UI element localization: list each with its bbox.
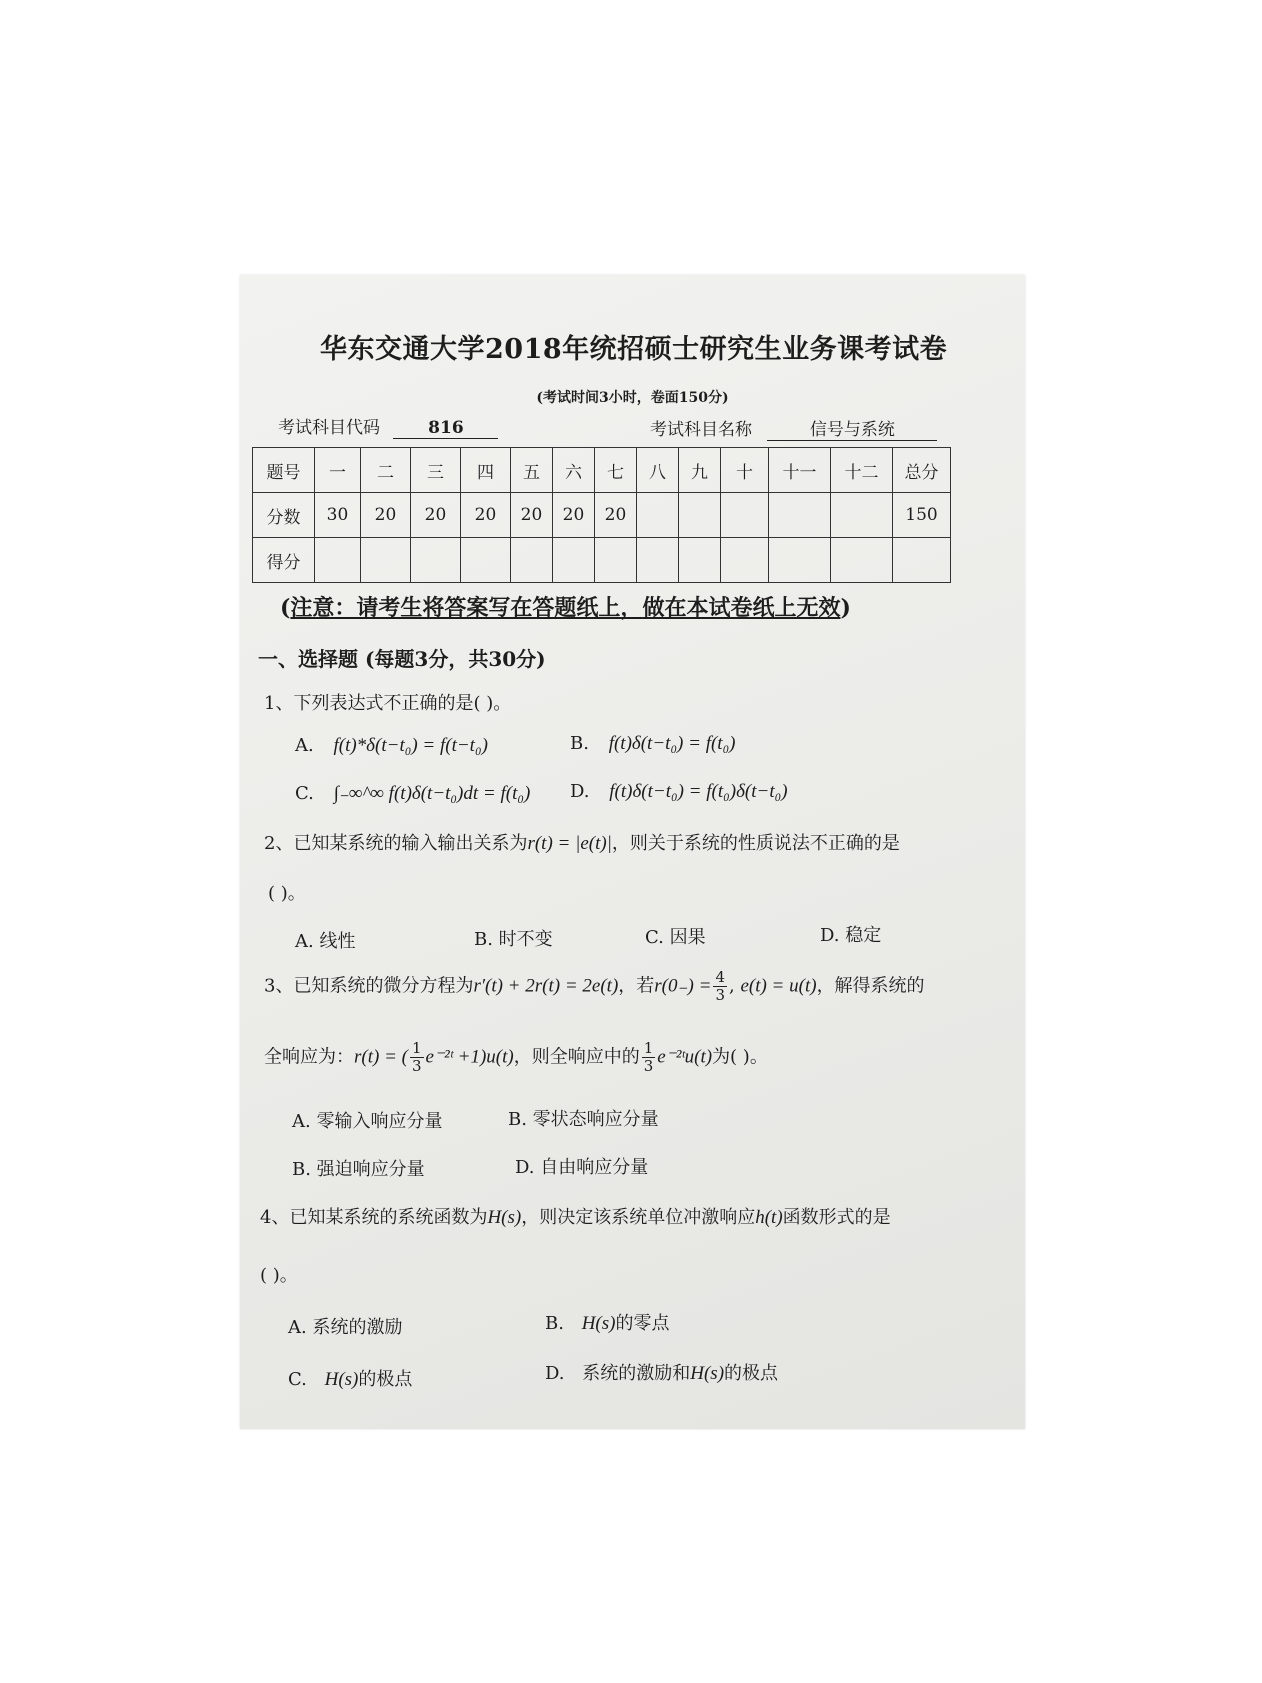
score-cell	[511, 538, 553, 583]
q4-b-label: B.	[545, 1313, 564, 1334]
score-row-question-number	[253, 448, 951, 493]
exam-subtitle: (考试时间3小时，卷面150分)	[536, 390, 729, 406]
q3-option-b: B. 零状态响应分量	[508, 1109, 659, 1130]
score-row-header: 分数	[253, 493, 315, 538]
score-cell: 20	[511, 493, 553, 538]
q3-option-d: D. 自由响应分量	[515, 1157, 649, 1178]
q3-equation: r′(t) + 2r(t) = 2e(t)	[473, 975, 619, 997]
q3-fraction-1-3-b	[642, 1040, 656, 1075]
score-cell: 20	[411, 493, 461, 538]
q3-stem-b: ，若	[618, 975, 655, 997]
q2-paren: ( )。	[268, 883, 306, 904]
q2-stem	[264, 829, 900, 855]
q3-response-a: r(t) = (	[354, 1046, 408, 1068]
notice-text-a: 注意：请考生将答案写在答题纸上，	[290, 595, 643, 621]
score-cell: 20	[595, 493, 637, 538]
score-cell: 九	[679, 448, 721, 493]
score-row-header: 得分	[253, 538, 315, 583]
score-cell	[637, 493, 679, 538]
score-cell	[361, 538, 411, 583]
score-cell: 总分	[893, 448, 951, 493]
q4-option-c	[288, 1365, 412, 1391]
score-cell	[893, 538, 951, 583]
score-cell	[679, 493, 721, 538]
score-row-points	[253, 493, 951, 538]
q2-option-d: D. 稳定	[820, 925, 882, 946]
subject-code-value: 816	[393, 418, 498, 439]
q4-hs: H(s)	[487, 1207, 522, 1228]
q3-option-a: A. 零输入响应分量	[292, 1111, 443, 1132]
score-row-header: 题号	[253, 448, 315, 493]
q3-response-b: e⁻²ᵗ +1)u(t)	[425, 1046, 514, 1068]
q4-option-b	[545, 1309, 669, 1335]
q2-stem-a: 2、已知某系统的输入输出关系为	[264, 833, 528, 854]
q4-stem-c: 函数形式的是	[782, 1207, 891, 1228]
q1-option-d	[570, 781, 788, 803]
score-cell	[721, 493, 769, 538]
q3-option-c: B. 强迫响应分量	[292, 1159, 425, 1180]
score-cell	[461, 538, 511, 583]
score-cell	[679, 538, 721, 583]
score-cell: 十二	[831, 448, 893, 493]
q3-line2-a: 全响应为：	[264, 1046, 354, 1068]
q3-f2-den: 3	[411, 1057, 422, 1075]
subject-name-row	[650, 415, 937, 441]
q3-line2-c: 为( )。	[712, 1046, 768, 1068]
q4-ht: h(t)	[755, 1207, 783, 1228]
q3-stem: 3、已知系统的微分方程为r′(t) + 2r(t) = 2e(t)，若r(0₋) = $\frac{4}{3}$ , e(t) = u(t)，解得系统的	[264, 968, 925, 1004]
score-cell: 20	[361, 493, 411, 538]
score-table-body	[253, 448, 951, 583]
q3-line2	[264, 1040, 768, 1075]
q3-stem-c: ，解得系统的	[816, 975, 925, 997]
section-heading: 一、选择题 (每题3分，共30分)	[258, 647, 546, 671]
q2-option-c: C. 因果	[645, 927, 706, 948]
q4-stem	[260, 1203, 891, 1229]
q2-stem-math: r(t) = |e(t)|	[527, 833, 612, 854]
score-cell	[831, 538, 893, 583]
q4-d-text-a: 系统的激励和	[582, 1363, 691, 1384]
q3-f3-num: 1	[643, 1039, 654, 1057]
q1-option-a	[295, 735, 488, 757]
subject-code-label: 考试科目代码	[278, 418, 380, 438]
score-cell	[553, 538, 595, 583]
q4-b-math: H(s)	[581, 1313, 616, 1334]
subject-code-row	[278, 413, 498, 439]
notice-close-paren: )	[840, 595, 851, 621]
q1-a-label: A.	[295, 735, 314, 756]
notice-text-b: 做在本试卷纸上无效	[642, 595, 841, 621]
score-table	[252, 447, 951, 583]
score-cell: 六	[553, 448, 595, 493]
score-cell	[831, 493, 893, 538]
q4-c-text: 的极点	[358, 1369, 413, 1390]
score-cell: 一	[315, 448, 361, 493]
q1-option-c	[295, 782, 530, 805]
q1-c-math: ∫₋∞^∞ f(t)δ(t−t₀)dt = f(t₀)	[333, 783, 531, 804]
score-cell: 五	[511, 448, 553, 493]
subject-name-label: 考试科目名称	[650, 420, 752, 440]
q1-d-label: D.	[570, 781, 590, 802]
q4-stem-b: ，则决定该系统单位冲激响应	[521, 1207, 756, 1228]
q1-stem: 1、下列表达式不正确的是( )。	[264, 693, 512, 714]
exam-paper	[240, 275, 1025, 1429]
q4-d-math: H(s)	[690, 1363, 725, 1384]
q3-term: e⁻²ᵗu(t)	[657, 1046, 713, 1068]
score-cell: 三	[411, 448, 461, 493]
q4-d-text-b: 的极点	[724, 1363, 779, 1384]
score-cell: 二	[361, 448, 411, 493]
score-cell: 150	[893, 493, 951, 538]
q1-b-math: f(t)δ(t−t₀) = f(t₀)	[608, 733, 736, 754]
score-cell	[721, 538, 769, 583]
score-cell: 20	[461, 493, 511, 538]
q2-option-a: A. 线性	[295, 931, 356, 952]
score-cell	[595, 538, 637, 583]
q1-d-math: f(t)δ(t−t₀) = f(t₀)δ(t−t₀)	[609, 781, 788, 802]
subject-name-value: 信号与系统	[767, 415, 937, 441]
exam-title: 华东交通大学2018年统招硕士研究生业务课考试卷	[320, 334, 948, 365]
notice-open-paren: (	[280, 595, 291, 621]
score-cell: 七	[595, 448, 637, 493]
score-cell	[411, 538, 461, 583]
q3-excitation: e(t) = u(t)	[740, 975, 817, 997]
score-cell: 十	[721, 448, 769, 493]
q3-line2-b: ，则全响应中的	[513, 1046, 640, 1068]
q3-f3-den: 3	[643, 1057, 654, 1075]
q3-initial: r(0₋) =	[654, 975, 712, 997]
notice	[280, 591, 851, 622]
q4-option-d	[545, 1359, 778, 1385]
score-cell	[769, 538, 831, 583]
q3-stem-a: 3、已知系统的微分方程为	[264, 975, 474, 997]
q1-a-math: f(t)*δ(t−t₀) = f(t−t₀)	[333, 735, 488, 756]
q3-frac-num: 4	[715, 968, 725, 986]
score-cell: 四	[461, 448, 511, 493]
q4-d-label: D.	[545, 1363, 565, 1384]
q4-option-a: A. 系统的激励	[288, 1317, 403, 1338]
q4-c-label: C.	[288, 1369, 307, 1390]
q4-c-math: H(s)	[324, 1369, 359, 1390]
q2-option-b: B. 时不变	[474, 929, 553, 950]
q1-option-b	[570, 733, 736, 755]
score-cell	[315, 538, 361, 583]
q2-stem-b: ，则关于系统的性质说法不正确的是	[611, 833, 900, 854]
q3-fraction-1-3	[410, 1040, 424, 1075]
q4-stem-a: 4、已知某系统的系统函数为	[260, 1207, 488, 1228]
score-cell: 十一	[769, 448, 831, 493]
score-cell: 20	[553, 493, 595, 538]
q3-frac-den: 3	[715, 986, 725, 1004]
score-cell: 八	[637, 448, 679, 493]
q4-paren: ( )。	[260, 1265, 298, 1286]
q1-b-label: B.	[570, 733, 589, 754]
score-cell: 30	[315, 493, 361, 538]
score-cell	[769, 493, 831, 538]
q3-f2-num: 1	[411, 1039, 422, 1057]
q4-b-text: 的零点	[615, 1313, 670, 1334]
q1-c-label: C.	[295, 783, 314, 804]
score-row-score	[253, 538, 951, 583]
q3-fraction-4-3	[713, 969, 727, 1004]
score-cell	[637, 538, 679, 583]
